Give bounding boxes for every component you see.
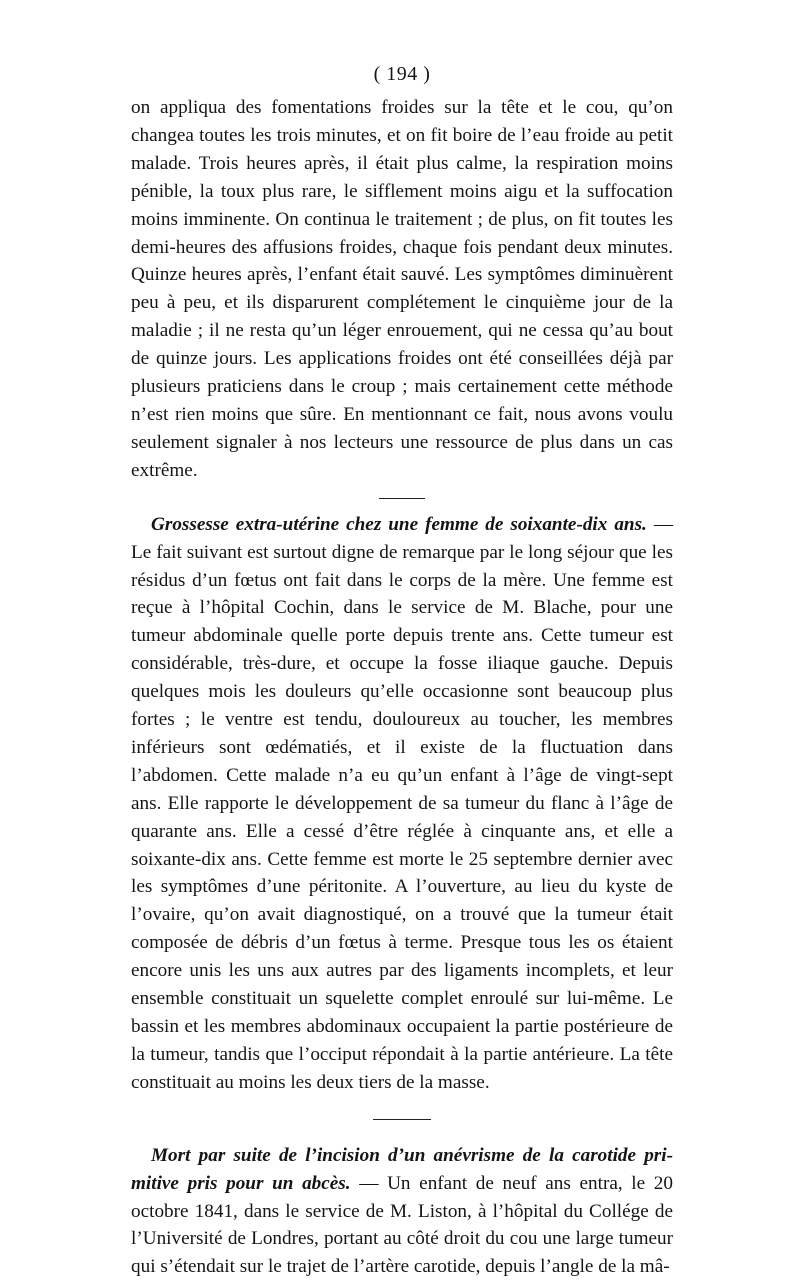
article-body: — Un enfant de neuf ans entra, le 20 octobre 1841, dans le service de M. Liston, à l’hôpital du Collége de l’Université de Londres, portant au côté droit du cou une large tumeur qui s’étendait sur le trajet de l’artère carotide, depuis l’angle de la mâ- [131,1172,673,1278]
article-heading: Grossesse extra-utérine chez une femme de soixante-dix ans. [151,513,647,535]
book-page [131,62,673,1281]
section-separator [373,1119,431,1120]
article-carotid-aneurysm [131,1142,673,1281]
article-extra-uterine-pregnancy [131,511,673,1097]
article-body: — Le fait suivant est surtout digne de remarque par le long séjour que les résidus d’un fœtus ont fait dans le corps de la mère. Une femme est reçue à l’hôpital Cochin, dans le service de M. Blache, pour une tumeur abdominale quelle porte depuis trente ans. Cette tumeur est considérable, très-dure, et occupe la fosse iliaque gauche. Depuis quelques mois les douleurs qu’elle occasionne sont beaucoup plus fortes ; le ventre est tendu, douloureux au toucher, les membres inférieurs sont œdématiés, et il existe de la fluctuation dans l’abdomen. Cette malade n’a eu qu’un enfant à l’âge de vingt-sept ans. Elle rapporte le développement de sa tumeur du flanc à l’âge de quarante ans. Elle a cessé d’être réglée à cinquante ans, et elle a soixante-dix ans. Cette femme est morte le 25 septembre dernier avec les symptômes d’une péritonite. A l’ouverture, au lieu du kyste de l’ovaire, qu’on avait diagnostiqué, on a trouvé que la tumeur était composée de débris d’un fœtus à terme. Presque tous les os étaient encore unis les uns aux autres par des ligaments incomplets, et leur ensemble constituait un squelette complet enroulé sur lui-même. Le bassin et les membres abdominaux occupaient la partie postérieure de la tumeur, tandis que l’occiput répondait à la partie antérieure. La tête constituait au moins les deux tiers de la masse. [131,513,674,1093]
section-separator [379,498,425,499]
paragraph-croup-treatment: on appliqua des fomentations froides sur la tête et le cou, qu’on changea toutes les trois minutes, et on fit boire de l’eau froide au petit malade. Trois heures après, il était plus calme, la respiration moins pénible, la toux plus rare, le sifflement moins aigu et la suffocation moins imminente. On continua le traitement ; de plus, on fit toutes les demi-heures des affusions froides, chaque fois pendant deux minutes. Quinze heures après, l’enfant était sauvé. Les symptômes diminuèrent peu à peu, et ils disparurent complétement le cinquième jour de la maladie ; il ne resta qu’un léger enrouement, qui ne cessa qu’au bout de quinze jours. Les applications froides ont été conseillées déjà par plusieurs praticiens dans le croup ; mais certainement cette méthode n’est rien moins que sûre. En mentionnant ce fait, nous avons voulu seulement signaler à nos lecteurs une ressource de plus dans un cas extrême. [131,97,673,481]
article-heading: Mort par suite de l’incision d’un anévrisme de la carotide primitive pris pour un abcès. [131,1144,673,1194]
page-number: ( 194 ) [373,63,431,85]
